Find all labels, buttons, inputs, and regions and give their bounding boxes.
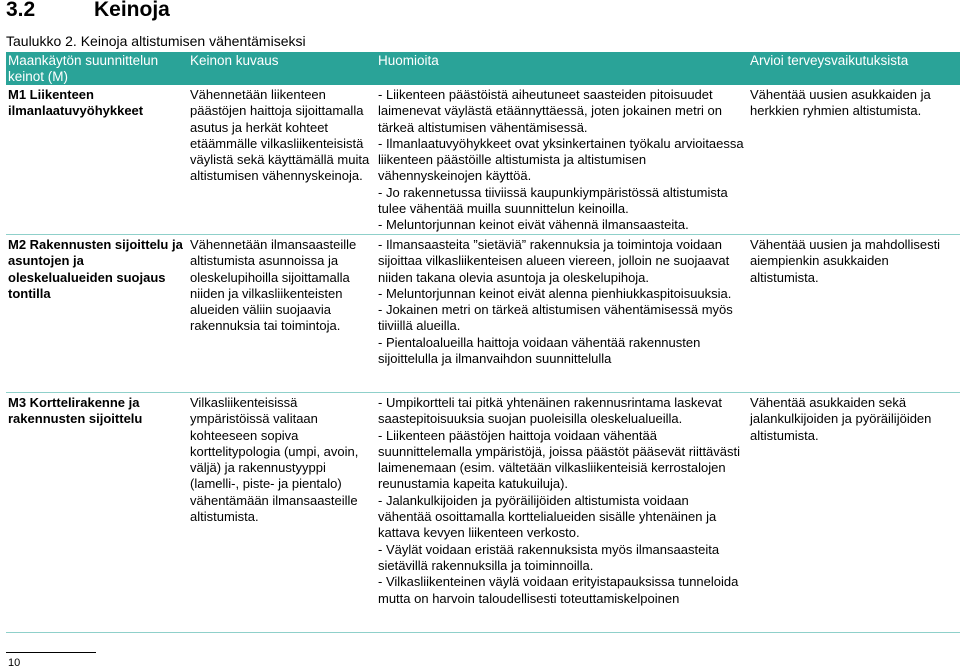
measure-effects: Vähentää uusien ja mahdollisesti aiempienkin asukkaiden altistumista. <box>748 235 960 393</box>
note-line: - Umpikortteli tai pitkä yhtenäinen rakennusrintama laskevat saastepitoisuuksia suojan puoleisilla oleskelualueilla. <box>378 395 722 427</box>
measure-notes <box>376 393 748 633</box>
measure-description: Vilkasliikenteisissä ympäristöissä valitaan kohteeseen sopiva korttelitypologia (umpi, avoin, väljä) ja rakennustyyppi (lamelli-, piste- ja pientalo) vähentämään ilmansaasteille altistumista. <box>188 393 376 633</box>
measures-table <box>6 52 960 633</box>
note-line: - Jalankulkijoiden ja pyöräilijöiden altistumista voidaan vähentää osoittamalla korttelialueiden sisälle yhtenäinen ja kattava kevyen liikenteen verkosto. <box>378 492 717 541</box>
note-line: - Jo rakennetussa tiiviissä kaupunkiympäristössä altistumista tulee vähentää muilla suunnittelun keinoilla. <box>378 184 728 217</box>
note-line: - Vilkasliikenteinen väylä voidaan erityistapauksissa tunneloida mutta on harvoin taloudellisesti toteuttamiskelpoinen <box>378 574 739 606</box>
table-row <box>6 235 960 393</box>
note-line: - Meluntorjunnan keinot eivät vähennä ilmansaasteita. <box>378 217 689 233</box>
note-line: - Jokainen metri on tärkeä altistumisen vähentämisessä myös tiiviillä alueilla. <box>378 302 733 334</box>
measure-effects: Vähentää uusien asukkaiden ja herkkien ryhmien altistumista. <box>748 85 960 235</box>
section-title-text: Keinoja <box>94 0 170 21</box>
measure-name: M3 Korttelirakenne ja rakennusten sijoittelu <box>6 393 188 633</box>
measure-description: Vähennetään ilmansaasteille altistumista asunnoissa ja oleskelupihoilla sijoittamalla niiden ja vilkasliikenteisten alueiden väliin suojaavia rakennuksia tai toimintoja. <box>188 235 376 393</box>
table-row <box>6 85 960 235</box>
note-line: - Liikenteen päästöistä aiheutuneet saasteiden pitoisuudet laimenevat väylästä etäännyttäessä, joten jokainen metri on tärkeä altistumisen vähentämisessä. <box>378 87 722 135</box>
measure-name: M2 Rakennusten sijoittelu ja asuntojen ja oleskelualueiden suojaus tontilla <box>6 235 188 393</box>
measure-name: M1 Liikenteen ilmanlaatuvyöhykkeet <box>6 85 188 235</box>
note-line: - Pientaloalueilla haittoja voidaan vähentää rakennusten sijoittelulla ja ilmanvaihdon suunnittelulla <box>378 334 701 367</box>
section-number: 3.2 <box>6 0 36 21</box>
column-header-effects: Arvioi terveysvaikutuksista <box>748 52 960 85</box>
measure-description: Vähennetään liikenteen päästöjen haittoja sijoittamalla asutus ja herkät kohteet etäämmälle vilkasliikenteisistä väylistä sekä käyttämällä muita altistumisen vähennyskeinoja. <box>188 85 376 235</box>
measure-effects: Vähentää asukkaiden sekä jalankulkijoiden ja pyöräilijöiden altistumista. <box>748 393 960 633</box>
page-number: 10 <box>8 657 21 669</box>
note-line: - Liikenteen päästöjen haittoja voidaan vähentää suunnittelemalla ympäristöjä, joissa päästöt pääsevät riittävästi laimenemaan (esim. vältetään vilkasliikenteisiä kerrostalojen reunustamia kapeita katukuiluja). <box>378 427 741 492</box>
column-header-notes: Huomioita <box>376 52 748 85</box>
column-header-description: Keinon kuvaus <box>188 52 376 85</box>
note-line: - Ilmanlaatuvyöhykkeet ovat yksinkertainen työkalu arvioitaessa liikenteen päästöille altistumista ja altistumisen vähennyskeinojen käyttöä. <box>378 135 744 184</box>
column-header-measure: Maankäytön suunnittelun keinot (M) <box>6 52 188 85</box>
footer-rule <box>6 652 96 653</box>
measure-notes <box>376 85 748 235</box>
measure-notes <box>376 235 748 393</box>
table-header-row <box>6 52 960 85</box>
note-line: - Ilmansaasteita ”sietäviä” rakennuksia ja toimintoja voidaan sijoittaa vilkasliikenteisen alueen viereen, jolloin ne suojaavat niiden takana olevia asuntoja ja oleskelupihoja. <box>378 237 730 285</box>
table-row <box>6 393 960 633</box>
table-caption: Taulukko 2. Keinoja altistumisen vähentämiseksi <box>6 33 306 49</box>
section-heading <box>6 0 170 22</box>
note-line: - Väylät voidaan eristää rakennuksista myös ilmansaasteita sietävillä rakennuksilla ja toiminnoilla. <box>378 541 720 573</box>
note-line: - Meluntorjunnan keinot eivät alenna pienhiukkaspitoisuuksia. <box>378 285 732 301</box>
